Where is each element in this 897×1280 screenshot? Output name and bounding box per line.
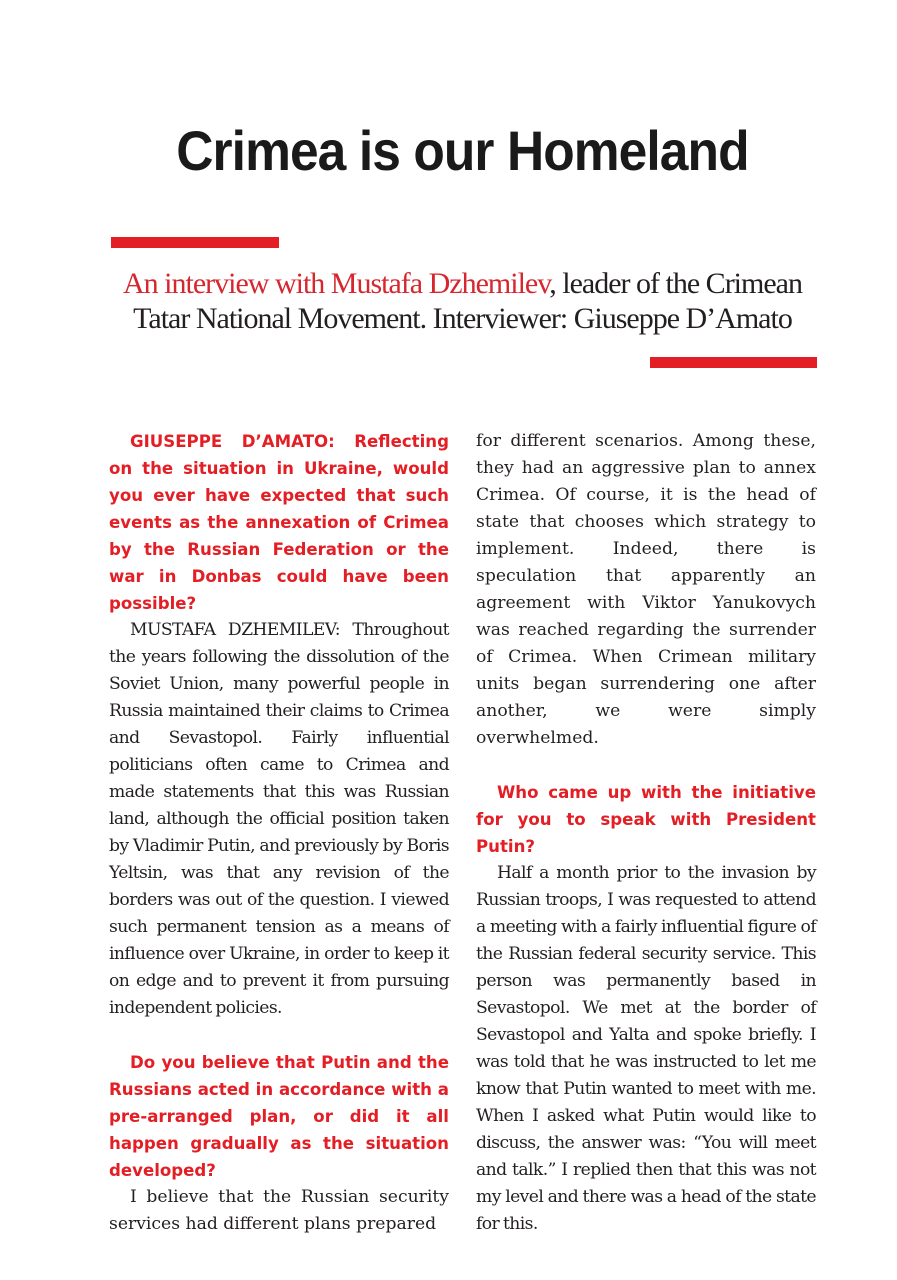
subtitle-description: , leader of the Crimean Tatar National Movement. Interviewer: Giuseppe D’Amato [133, 267, 802, 335]
subtitle-interviewee: An interview with Mustafa Dzhemilev [123, 267, 550, 300]
red-divider-top [111, 237, 279, 248]
red-divider-bottom [650, 357, 817, 368]
question-2: Do you believe that Putin and the Russians acted in accordance with a pre-arranged plan, or did it all happen gradually as the situation developed? [109, 1053, 449, 1180]
answer-2-continued: for different scenarios. Among these, they had an aggressive plan to annex Crimea. Of course, it is the head of state that chooses which strategy to implement. Indeed, there is speculation that apparently an agreement with Viktor Yanukovych was reached regarding the surrender of Crimea. When Crimean military units began surrendering one after another, we were simply overwhelmed. [476, 431, 816, 748]
question-1: GIUSEPPE D’AMATO: Reflecting on the situation in Ukraine, would you ever have expected that such events as the annexation of Crimea by the Russian Federation or the war in Donbas could have been possible? [109, 432, 449, 613]
paragraph-gap [109, 1022, 449, 1049]
article-subtitle [100, 266, 825, 336]
answer-2-start: I believe that the Russian security services had different plans prepared [109, 1187, 449, 1234]
answer-1: MUSTAFA DZHEMILEV: Throughout the years following the dissolution of the Soviet Union, many powerful people in Russia maintained their claims to Crimea and Sevastopol. Fairly influential politicians often came to Crimea and made statements that this was Russian land, although the official position taken by Vladimir Putin, and previously by Boris Yeltsin, was that any revision of the borders was out of the question. I viewed such permanent tension as a means of influence over Ukraine, in order to keep it on edge and to prevent it from pursuing independent policies. [109, 620, 449, 1018]
right-column [476, 428, 816, 1238]
question-3: Who came up with the initiative for you to speak with President Putin? [476, 783, 816, 856]
left-column [109, 428, 449, 1238]
paragraph-gap [476, 752, 816, 779]
article-title: Crimea is our Homeland [176, 119, 749, 182]
answer-3: Half a month prior to the invasion by Russian troops, I was requested to attend a meeting with a fairly influential figure of the Russian federal security service. This person was permanently based in Sevastopol. We met at the border of Sevastopol and Yalta and spoke briefly. I was told that he was instructed to let me know that Putin wanted to meet with me. When I asked what Putin would like to discuss, the answer was: “You will meet and talk.” I replied then that this was not my level and there was a head of the state for this. [476, 863, 816, 1234]
